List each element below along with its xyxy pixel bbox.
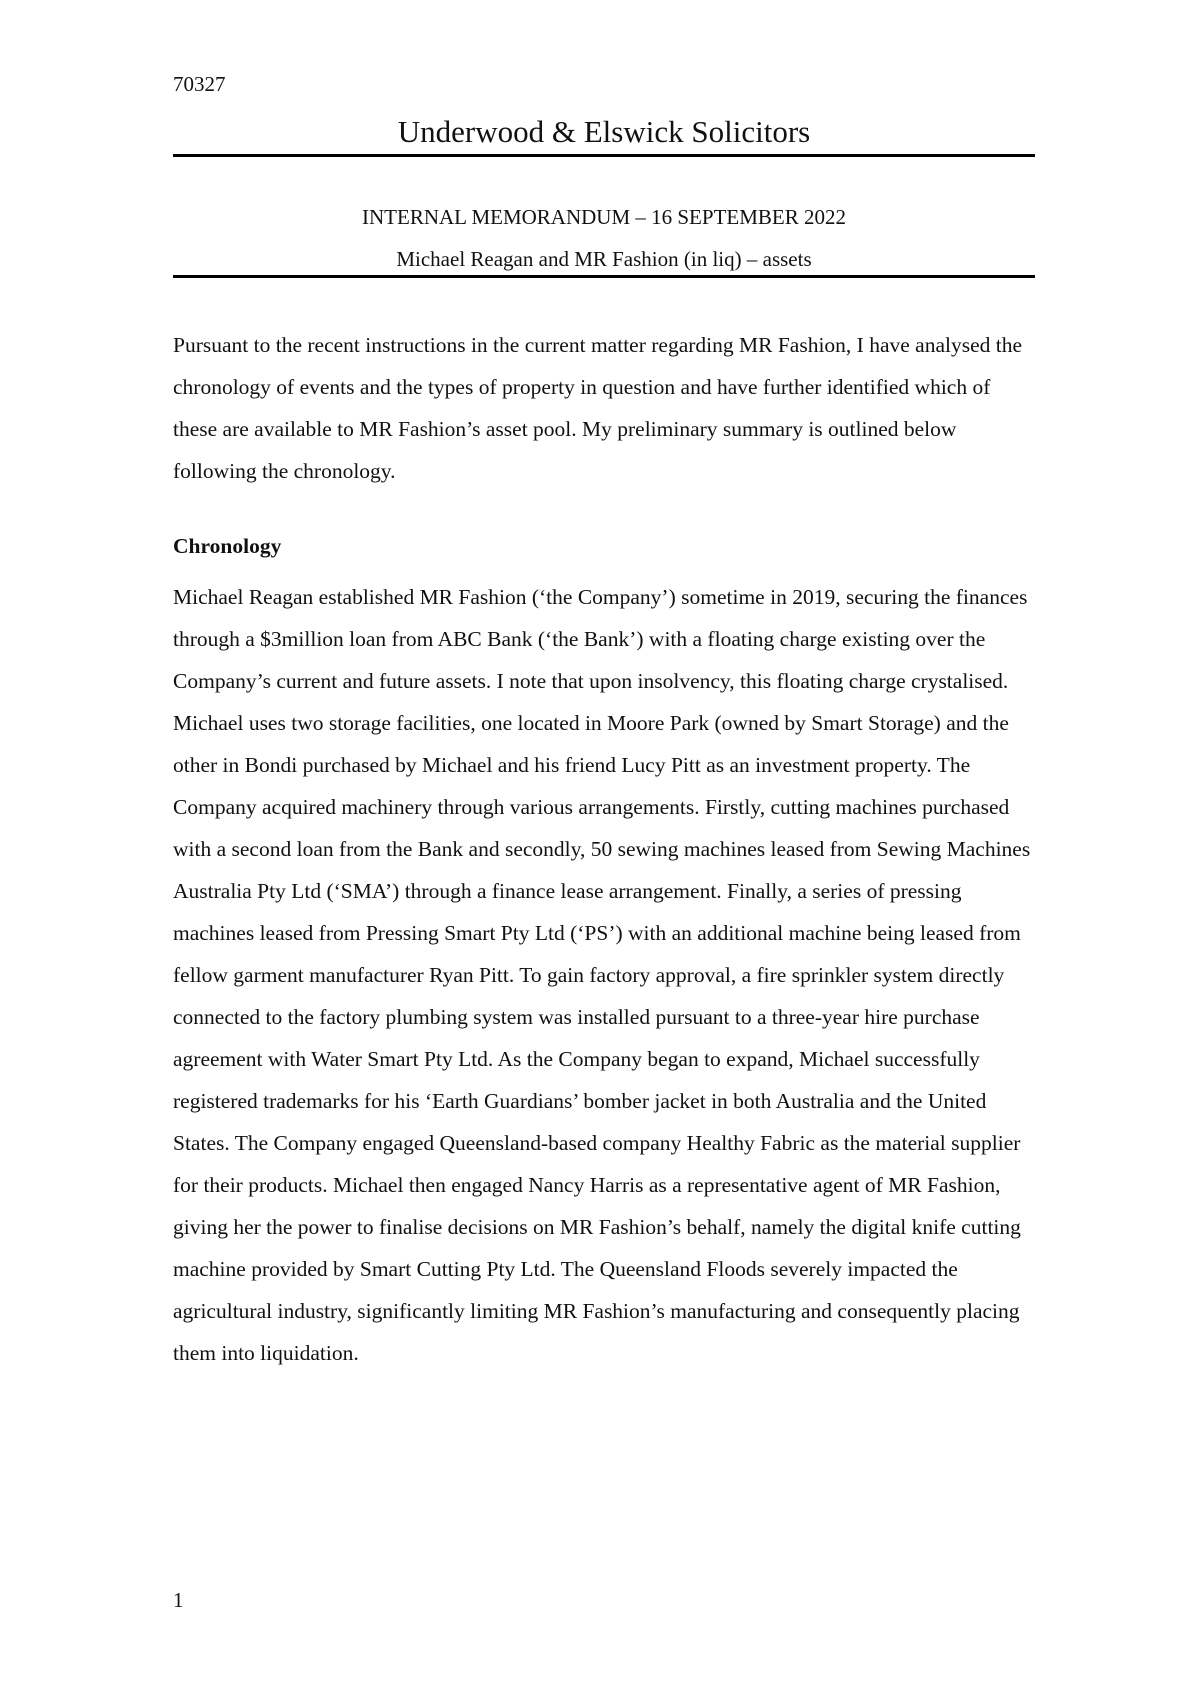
document-id: 70327 [173, 72, 226, 96]
section-heading-chronology: Chronology [173, 534, 282, 558]
page-number: 1 [173, 1588, 184, 1612]
memo-title: INTERNAL MEMORANDUM – 16 SEPTEMBER 2022 [362, 205, 846, 229]
header-divider-top [173, 154, 1035, 157]
intro-paragraph: Pursuant to the recent instructions in the current matter regarding MR Fashion, I have analysed the chronology of events and the types of property in question and have further identified which of these are available to MR Fashion’s asset pool. My preliminary summary is outlined below following the chronology. [173, 333, 1023, 483]
firm-name: Underwood & Elswick Solicitors [397, 114, 811, 149]
header-divider-bottom [173, 275, 1035, 278]
memo-subject: Michael Reagan and MR Fashion (in liq) – assets [396, 247, 812, 271]
chronology-paragraph: Michael Reagan established MR Fashion (‘the Company’) sometime in 2019, securing the finances through a $3million loan from ABC Bank (‘the Bank’) with a floating charge existing over the Company’s current and future assets. I note that upon insolvency, this floating charge crystalised. Michael uses two storage facilities, one located in Moore Park (owned by Smart Storage) and the other in Bondi purchased by Michael and his friend Lucy Pitt as an investment property. The Company acquired machinery through various arrangements. Firstly, cutting machines purchased with a second loan from the Bank and secondly, 50 sewing machines leased from Sewing Machines Australia Pty Ltd (‘SMA’) through a finance lease arrangement. Finally, a series of pressing machines leased from Pressing Smart Pty Ltd (‘PS’) with an additional machine being leased from fellow garment manufacturer Ryan Pitt. To gain factory approval, a fire sprinkler system directly connected to the factory plumbing system was installed pursuant to a three-year hire purchase agreement with Water Smart Pty Ltd. As the Company began to expand, Michael successfully registered trademarks for his ‘Earth Guardians’ bomber jacket in both Australia and the United States. The Company engaged Queensland-based company Healthy Fabric as the material supplier for their products. Michael then engaged Nancy Harris as a representative agent of MR Fashion, giving her the power to finalise decisions on MR Fashion’s behalf, namely the digital knife cutting machine provided by Smart Cutting Pty Ltd. The Queensland Floods severely impacted the agricultural industry, significantly limiting MR Fashion’s manufacturing and consequently placing them into liquidation. [173, 585, 1031, 1365]
